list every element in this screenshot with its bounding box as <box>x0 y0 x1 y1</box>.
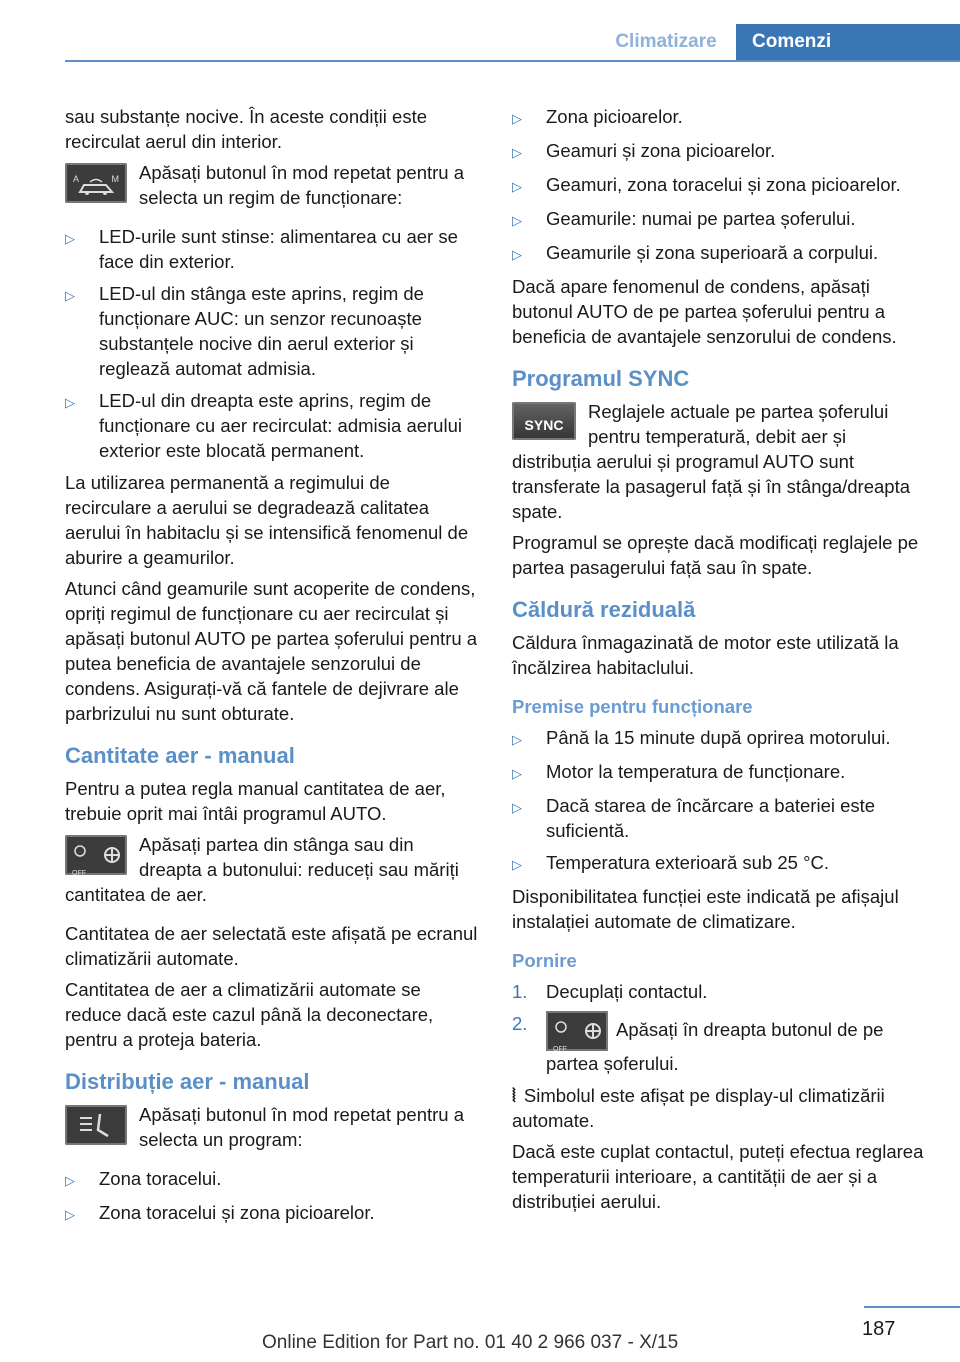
button-description: Apăsați butonul în mod repetat pentru a selecta un regim de funcționare: <box>139 162 464 208</box>
list-item: ▷ LED-ul din dreapta este aprins, regim de funcționare cu aer recirculat: admisia aerului exterior este blocată permanent. <box>65 390 462 461</box>
triangle-bullet-icon: ▷ <box>65 1207 75 1222</box>
mode-list <box>65 224 479 463</box>
button-description: Reglajele actuale pe partea șoferului pentru temperatură, debit aer și distribuția aerului și programul AUTO sunt transferate la pasagerul față și în stânga/dreapta spate. <box>512 401 911 522</box>
fan-button-row <box>65 832 479 907</box>
triangle-bullet-icon: ▷ <box>512 213 522 228</box>
list-item: ▷ Zona toracelui și zona picioarelor. <box>65 1200 479 1227</box>
section-heading-caldura: Căldură reziduală <box>512 597 696 622</box>
tab-comenzi[interactable]: Comenzi <box>736 24 960 60</box>
triangle-bullet-icon: ▷ <box>512 766 522 781</box>
section-heading-sync: Programul SYNC <box>512 366 690 391</box>
tab-climatizare[interactable]: Climatizare <box>615 31 717 52</box>
air-distribution-button-icon <box>65 1105 127 1145</box>
recirculation-button-icon <box>65 163 127 203</box>
footer-divider <box>864 1306 960 1308</box>
list-item: ▷ Dacă starea de încărcare a bateriei este suficientă. <box>512 795 876 841</box>
page-header <box>0 0 960 62</box>
triangle-bullet-icon: ▷ <box>512 111 522 126</box>
list-item: ▷ Până la 15 minute după oprirea motorului. <box>512 725 928 752</box>
list-item: ▷ Zona picioarelor. <box>512 104 928 131</box>
recirculation-button-row <box>65 160 479 210</box>
paragraph: Căldura înmagazinată de motor este utilizată la încălzirea habitaclului. <box>512 632 899 678</box>
list-item: ▷ Motor la temperatura de funcționare. <box>512 759 928 786</box>
step-item: 2. OFF Apăsați în dreapta butonul de pe partea șoferului. <box>512 1013 884 1074</box>
list-item: ▷ Geamuri și zona picioarelor. <box>512 138 928 165</box>
paragraph: Cantitatea de aer selectată este afișată pe ecranul climatizării automate. <box>65 923 478 969</box>
paragraph: ⦚ Simbolul este afișat pe display-ul climatizării automate. <box>512 1085 885 1131</box>
list-item: ▷ LED-ul din stânga este aprins, regim de funcționare AUC: un senzor recunoaște substanțele nocive din aerul exterior și reglează automat admisia. <box>65 283 424 379</box>
list-item: ▷ Geamurile și zona superioară a corpului. <box>512 240 928 267</box>
list-item: ▷ Geamuri, zona toracelui și zona picioarelor. <box>512 172 928 199</box>
paragraph: Pentru a putea regla manual cantitatea de aer, trebuie oprit mai întâi programul AUTO. <box>65 778 446 824</box>
fan-button-icon <box>65 835 127 875</box>
triangle-bullet-icon: ▷ <box>65 1173 75 1188</box>
right-column <box>512 104 928 1220</box>
distribution-button-row <box>65 1102 479 1152</box>
list-item: ▷ LED-urile sunt stinse: alimentarea cu aer se face din exterior. <box>65 226 458 272</box>
section-heading-cantitate: Cantitate aer - manual <box>65 743 295 768</box>
triangle-bullet-icon: ▷ <box>512 857 522 872</box>
button-description: Apăsați butonul în mod repetat pentru a selecta un program: <box>139 1104 464 1150</box>
left-column <box>65 104 479 1234</box>
subsection-heading-premise: Premise pentru funcționare <box>512 696 753 717</box>
triangle-bullet-icon: ▷ <box>512 800 522 815</box>
page-number: 187 <box>862 1318 896 1340</box>
triangle-bullet-icon: ▷ <box>512 179 522 194</box>
paragraph: Disponibilitatea funcției este indicată pe afișajul instalației automate de climatizare. <box>512 886 899 932</box>
list-item: ▷ Geamurile: numai pe partea șoferului. <box>512 206 928 233</box>
paragraph: sau substanțe nocive. În aceste condiții este recirculat aerul din interior. <box>65 106 427 152</box>
distribution-list <box>65 1166 479 1227</box>
button-label-m: M <box>111 174 119 184</box>
triangle-bullet-icon: ▷ <box>65 395 75 410</box>
triangle-bullet-icon: ▷ <box>65 288 75 303</box>
sync-label: SYNC <box>524 417 564 433</box>
paragraph: Dacă apare fenomenul de condens, apăsați butonul AUTO de pe partea șoferului pentru a beneficia de avantajele senzorului de condens. <box>512 276 897 347</box>
triangle-bullet-icon: ▷ <box>512 145 522 160</box>
edition-footer: Online Edition for Part no. 01 40 2 966 037 - X/15 <box>262 1332 679 1353</box>
paragraph: Cantitatea de aer a climatizării automate se reduce dacă este cazul până la deconectare, pentru a proteja bateria. <box>65 979 434 1050</box>
paragraph: Atunci când geamurile sunt acoperite de condens, opriți regimul de funcționare cu aer recirculat și apăsați butonul AUTO pe partea șoferului pentru a putea beneficia de avantajele senzorului de condens. Asigurați-vă că fantele de dejivrare ale parbrizului nu sunt obturate. <box>65 578 478 724</box>
off-label: OFF <box>553 1046 567 1053</box>
car-recirc-icon <box>76 177 116 197</box>
button-description: Apăsați partea din stânga sau din dreapta a butonului: reduceți sau măriți cantitatea de aer. <box>65 834 459 905</box>
triangle-bullet-icon: ▷ <box>65 231 75 246</box>
fan-button-icon <box>546 1011 608 1051</box>
subsection-heading-pornire: Pornire <box>512 950 577 971</box>
paragraph: Programul se oprește dacă modificați reglajele pe partea pasagerului față sau în spate. <box>512 532 919 578</box>
distribution-list-continued <box>512 104 928 267</box>
triangle-bullet-icon: ▷ <box>512 732 522 747</box>
triangle-bullet-icon: ▷ <box>512 247 522 262</box>
premise-list <box>512 725 928 877</box>
section-heading-distributie: Distribuție aer - manual <box>65 1069 310 1094</box>
seat-airflow-icon <box>76 1110 116 1140</box>
sync-button-icon <box>512 402 576 440</box>
sync-button-row <box>512 399 928 524</box>
list-item: ▷ Zona toracelui. <box>65 1166 479 1193</box>
button-label-a: A <box>73 174 80 184</box>
heat-waves-icon: ⦚ <box>512 1085 516 1106</box>
off-label: OFF <box>72 870 86 877</box>
paragraph: La utilizarea permanentă a regimului de recirculare a aerului se degradează calitatea aerului în habitaclu și se intensifică fenomenul de aburire a geamurilor. <box>65 472 469 568</box>
header-divider <box>65 60 960 62</box>
paragraph: Dacă este cuplat contactul, puteți efectua reglarea temperaturii interioare, a cantității de aer și a distribuției aerului. <box>512 1141 924 1212</box>
step-item: 1. Decuplați contactul. <box>512 981 708 1002</box>
list-item: ▷ Temperatura exterioară sub 25 °C. <box>512 850 928 877</box>
